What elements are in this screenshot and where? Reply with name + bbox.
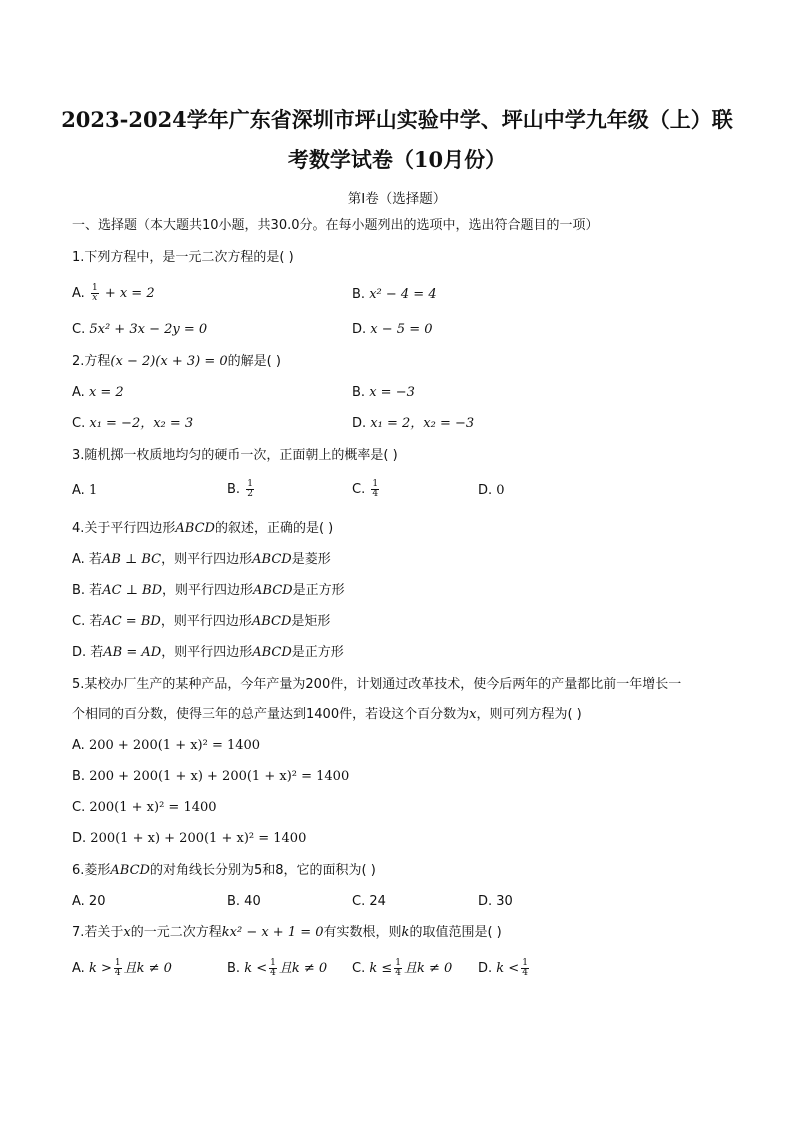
fraction: $\frac{1}{4}$ — [114, 958, 121, 978]
q2-option-a: A. x = 2 — [72, 385, 124, 400]
fraction: $\frac{1}{4}$ — [372, 479, 379, 499]
q5-option-c: C. 200(1 + x)² = 1400 — [72, 800, 217, 815]
q1-option-a: A. $\frac{1}{x}$ + x = 2 — [72, 283, 155, 303]
fraction: $\frac{1}{x}$ — [91, 283, 98, 303]
question-1-stem: 1.下列方程中，是一元二次方程的是( ) — [72, 250, 294, 265]
q3-option-c: C. $\frac{1}{4}$ — [352, 479, 379, 499]
q4-option-d: D. 若AB = AD，则平行四边形ABCD是正方形 — [72, 645, 344, 660]
fraction: $\frac{1}{2}$ — [247, 479, 253, 499]
q4-option-c: C. 若AC = BD，则平行四边形ABCD是矩形 — [72, 614, 331, 629]
q2-option-c: C. x₁ = −2，x₂ = 3 — [72, 416, 194, 431]
q4-option-b: B. 若AC ⊥ BD，则平行四边形ABCD是正方形 — [72, 583, 345, 598]
q1-option-d: D. x − 5 = 0 — [352, 322, 433, 337]
q4-option-a: A. 若AB ⊥ BC，则平行四边形ABCD是菱形 — [72, 552, 331, 567]
q5-option-d: D. 200(1 + x) + 200(1 + x)² = 1400 — [72, 831, 307, 846]
q1-option-c: C. 5x² + 3x − 2y = 0 — [72, 322, 208, 337]
q7-option-a: A. k > $\frac{1}{4}$ 且k ≠ 0 — [72, 958, 172, 978]
q6-option-b: B. 40 — [227, 894, 261, 909]
q5-option-b: B. 200 + 200(1 + x) + 200(1 + x)² = 1400 — [72, 769, 350, 784]
exam-title-line1: 2023-2024学年广东省深圳市坪山实验中学、坪山中学九年级（上）联 — [61, 107, 733, 132]
q3-option-d: D. 0 — [478, 483, 505, 498]
section-heading: 一、选择题（本大题共10小题，共30.0分。在每小题列出的选项中，选出符合题目的一项） — [72, 218, 599, 233]
question-4-stem: 4.关于平行四边形ABCD的叙述，正确的是( ) — [72, 521, 334, 536]
q2-option-b: B. x = −3 — [352, 385, 415, 400]
q6-option-d: D. 30 — [478, 894, 513, 909]
q6-option-c: C. 24 — [352, 894, 386, 909]
q1-option-b: B. x² − 4 = 4 — [352, 287, 437, 302]
question-5-stem-line2: 个相同的百分数，使得三年的总产量达到1400件，若设这个百分数为x，则可列方程为( ) — [72, 707, 582, 722]
exam-title-line2: 考数学试卷（10月份） — [287, 147, 507, 172]
fraction: $\frac{1}{4}$ — [270, 958, 276, 978]
q7-option-c: C. k ≤ $\frac{1}{4}$ 且k ≠ 0 — [352, 958, 453, 978]
q3-option-b: B. $\frac{1}{2}$ — [227, 479, 253, 499]
q7-option-d: D. k < $\frac{1}{4}$ — [478, 958, 528, 978]
question-7-stem: 7.若关于x的一元二次方程kx² − x + 1 = 0有实数根，则k的取值范围是( ) — [72, 925, 502, 940]
fraction: $\frac{1}{4}$ — [395, 958, 401, 978]
question-6-stem: 6.菱形ABCD的对角线长分别为5和8，它的面积为( ) — [72, 863, 376, 878]
question-2-stem: 2.方程(x − 2)(x + 3) = 0的解是( ) — [72, 354, 281, 369]
q6-option-a: A. 20 — [72, 894, 106, 909]
q2-option-d: D. x₁ = 2，x₂ = −3 — [352, 416, 475, 431]
fraction: $\frac{1}{4}$ — [522, 958, 528, 978]
question-5-stem-line1: 5.某校办厂生产的某种产品，今年产量为200件，计划通过改革技术，使今后两年的产量都比前一年增长一 — [72, 677, 682, 692]
q5-option-a: A. 200 + 200(1 + x)² = 1400 — [72, 738, 261, 753]
question-3-stem: 3.随机掷一枚质地均匀的硬币一次，正面朝上的概率是( ) — [72, 448, 398, 463]
q3-option-a: A. 1 — [72, 483, 98, 498]
q7-option-b: B. k < $\frac{1}{4}$ 且k ≠ 0 — [227, 958, 328, 978]
volume-heading: 第I卷（选择题） — [347, 191, 447, 207]
